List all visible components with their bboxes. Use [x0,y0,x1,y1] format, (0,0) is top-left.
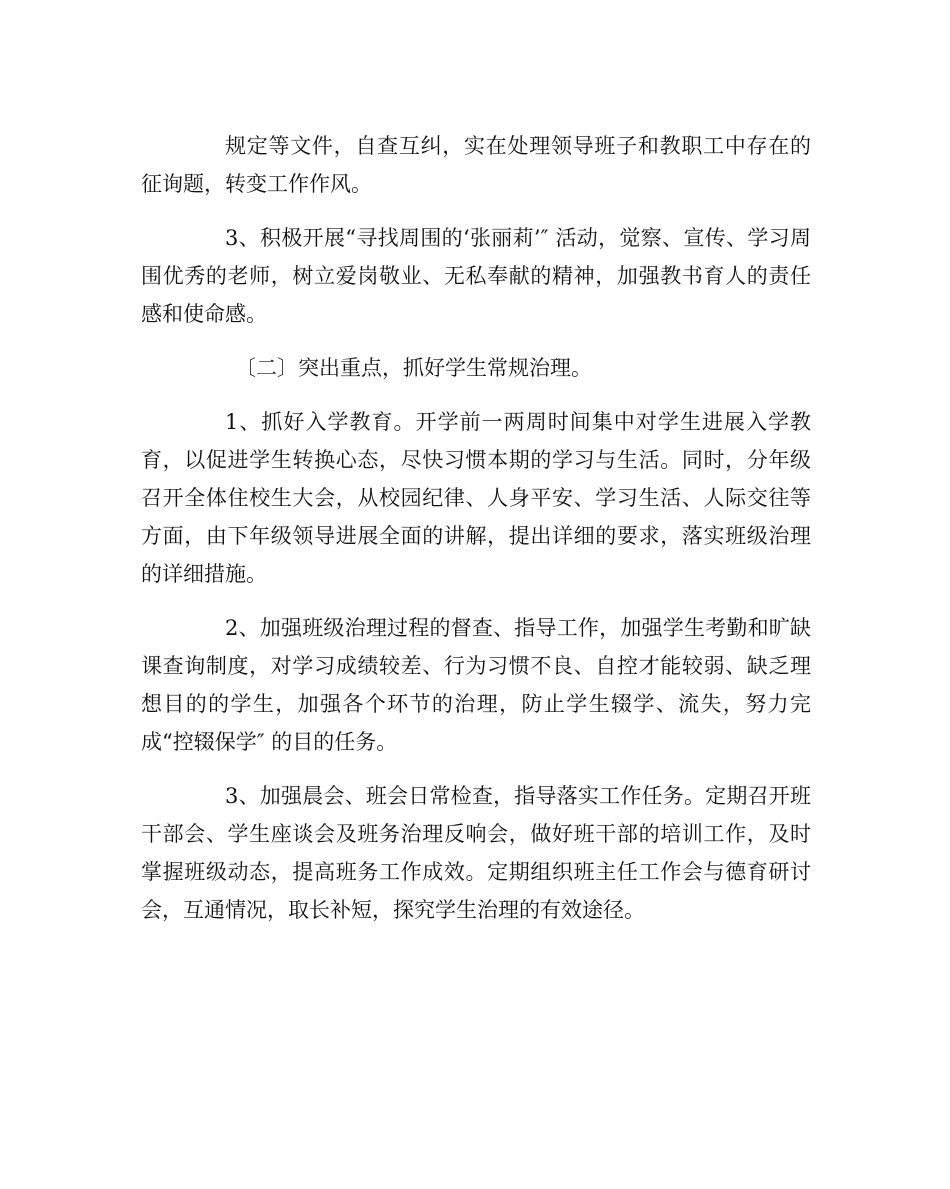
paragraph-item-3-activity: 3、积极开展“寻找周围的‘张丽莉’″ 活动，觉察、宣传、学习周围优秀的老师，树立爱岗敬业、无私奉献的精神，加强教书育人的责任感和使命感。 [141,226,811,326]
section-heading-two: 〔二〕突出重点，抓好学生常规治理。 [235,356,592,380]
paragraph-item-2-supervision: 2、加强班级治理过程的督查、指导工作，加强学生考勤和旷缺课查询制度，对学习成绩较差、行为习惯不良、自控才能较弱、缺乏理想目的的学生，加强各个环节的治理，防止学生辍学、流失，努力完成“控辍保学″ 的目的任务。 [141,616,811,754]
paragraph-item-3-meetings: 3、加强晨会、班会日常检查，指导落实工作任务。定期召开班干部会、学生座谈会及班务治理反响会，做好班干部的培训工作，及时掌握班级动态，提高班务工作成效。定期组织班主任工作会与德育研讨会，互通情况，取长补短，探究学生治理的有效途径。 [141,784,811,922]
paragraph-continuation: 规定等文件，自查互纠，实在处理领导班子和教职工中存在的征询题，转变工作作风。 [141,134,811,196]
paragraph-item-1-enrollment: 1、抓好入学教育。开学前一两周时间集中对学生进展入学教育，以促进学生转换心态，尽快习惯本期的学习与生活。同时，分年级召开全体住校生大会，从校园纪律、人身平安、学习生活、人际交往等方面，由下年级领导进展全面的讲解，提出详细的要求，落实班级治理的详细措施。 [141,410,811,586]
document-body [141,127,811,945]
